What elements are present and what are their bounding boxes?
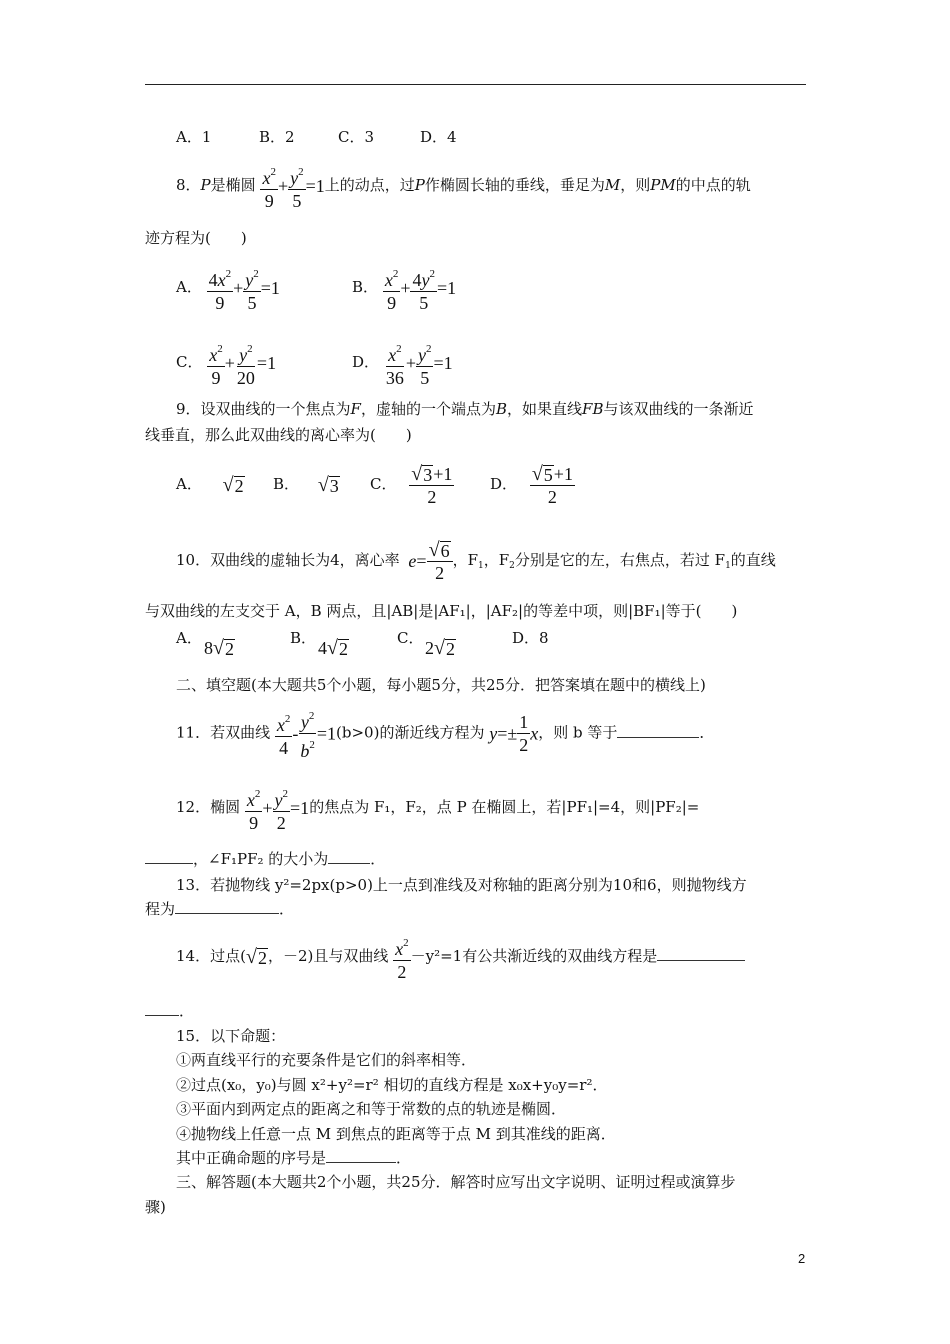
q10-line2: 与双曲线的左支交于 A，B 两点，且|AB|是|AF₁|，|AF₂|的等差中项，则|BF₁|等于( ) <box>145 602 738 620</box>
q13-line1: 13．若抛物线 y²=2px(p>0)上一点到准线及对称轴的距离分别为10和6，则抛物线方 <box>176 876 747 894</box>
q9-option-d: D． √ 5 +1 2 <box>490 462 573 507</box>
q15-tail: 其中正确命题的序号是 ． <box>176 1149 412 1167</box>
q12-line2: ，∠F₁PF₂ 的大小为 ． <box>145 849 385 869</box>
q10-option-d: D．8 <box>512 629 549 647</box>
q7-option-c: C．3 <box>338 128 375 146</box>
q15-item-1: ①两直线平行的充要条件是它们的斜率相等． <box>176 1051 477 1069</box>
section-3-line1: 三、解答题(本大题共2个小题，共25分．解答时应写出文字说明、证明过程或演算步 <box>176 1173 736 1191</box>
q8-option-d: D． $\frac{x^2}{36}$ + $\frac{y^2}{5}$ =1 <box>352 337 453 389</box>
q9-line2: 线垂直，那么此双曲线的离心率为( ) <box>145 426 412 444</box>
section-2-heading: 二、填空题(本大题共5个小题，每小题5分，共25分．把答案填在题中的横线上) <box>176 676 706 694</box>
q8-line1: 8．P是椭圆 $\frac{x^2}{9}$ + $\frac{y^2}{5}$ =1上的动点，过P作椭圆长轴的垂线，垂足为M，则PM的中点的轨 <box>176 160 751 212</box>
q10-line1: 10．双曲线的虚轴长为4，离心率 e= √ 6 2 ，$F_1$，$F_2$分别是它的左，右焦点，若过 $F_1$的直线 <box>176 538 776 583</box>
q10-option-b: B． 4 √ 2 <box>290 629 348 659</box>
q15-item-3: ③平面内到两定点的距离之和等于常数的点的轨迹是椭圆． <box>176 1100 567 1118</box>
header-rule <box>145 84 806 85</box>
q11-line: 11．若双曲线 $\frac{x^2}{4}$ - $\frac{y^2}{b^2}$ =1(b>0)的渐近线方程为 y=± $\frac{1}{2}$ x，则 b 等于 ． <box>176 705 714 762</box>
q8-option-a: A． $\frac{4x^2}{9}$ + $\frac{y^2}{5}$ =1 <box>176 262 280 314</box>
q15-item-2: ②过点(x₀，y₀)与圆 x²+y²=r² 相切的直线方程是 x₀x+y₀y=r²． <box>176 1076 608 1094</box>
q7-option-a: A．1 <box>176 128 212 146</box>
q14-line2: ． <box>145 1001 194 1021</box>
q15-heading: 15．以下命题： <box>176 1027 286 1045</box>
q8-option-b: B． $\frac{x^2}{9}$ + $\frac{4y^2}{5}$ =1 <box>352 262 456 314</box>
q9-option-c: C． √ 3 +1 2 <box>370 462 453 507</box>
q7-option-b: B．2 <box>259 128 295 146</box>
q15-item-4: ④抛物线上任意一点 M 到焦点的距离等于点 M 到其准线的距离． <box>176 1125 616 1143</box>
q9-line1: 9．设双曲线的一个焦点为F，虚轴的一个端点为B，如果直线FB与该双曲线的一条渐近 <box>176 400 754 418</box>
q9-option-b: B． √ 3 <box>273 474 339 496</box>
q8-line2: 迹方程为( ) <box>145 229 247 247</box>
q14-line1: 14．过点( √ 2 ，－2)且与双曲线 $\frac{x^2}{2}$ －y²=1有公共渐近线的双曲线方程是 <box>176 930 745 983</box>
page-number: 2 <box>798 1251 806 1266</box>
q8-option-c: C． $\frac{x^2}{9}$ + $\frac{y^2}{20}$ =1 <box>176 337 276 389</box>
q10-option-a: A． 8 √ 2 <box>176 629 234 659</box>
q12-line1: 12．椭圆 $\frac{x^2}{9}$ + $\frac{y^2}{2}$ =1的焦点为 F₁，F₂，点 P 在椭圆上，若|PF₁|=4，则|PF₂|= <box>176 781 699 834</box>
q7-option-d: D．4 <box>420 128 457 146</box>
q13-line2: 程为 ． <box>145 900 295 918</box>
section-3-line2: 骤) <box>145 1198 166 1216</box>
q9-option-a: A． √ 2 <box>176 474 244 496</box>
q10-option-c: C． 2 √ 2 <box>397 629 455 659</box>
